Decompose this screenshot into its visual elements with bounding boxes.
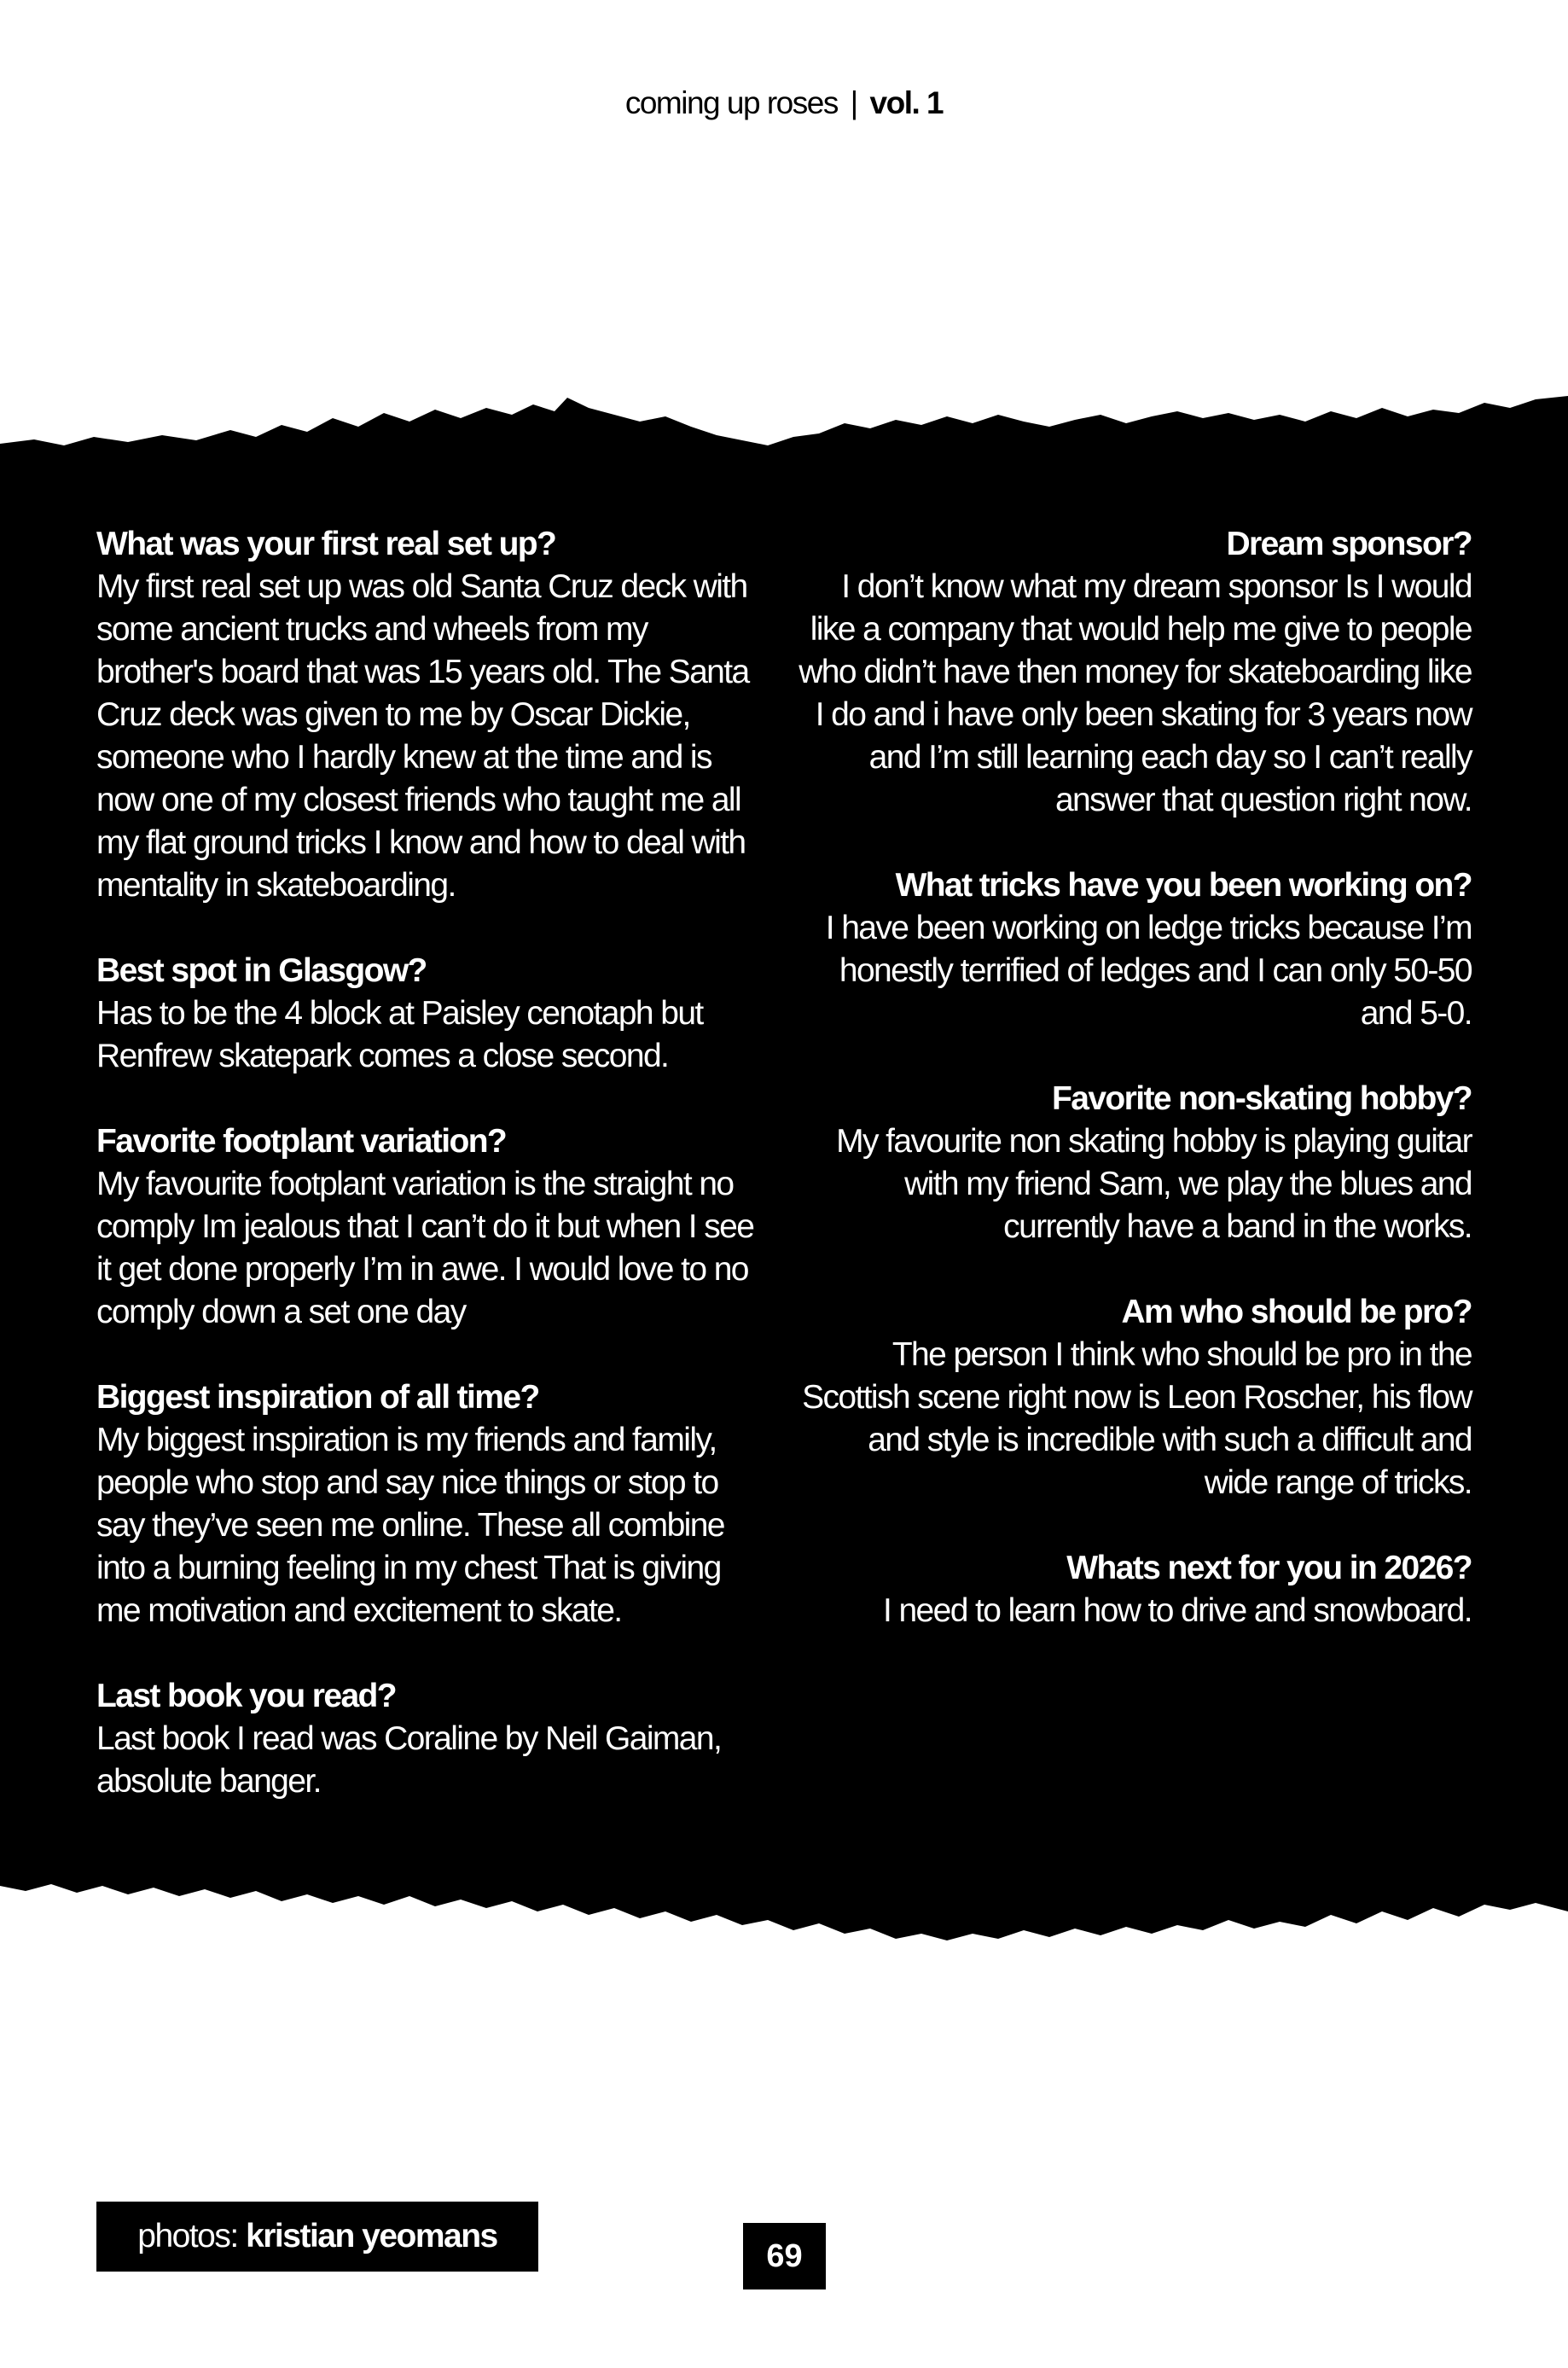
- credit-name: kristian yeomans: [246, 2218, 497, 2255]
- qa-first-setup: [96, 523, 770, 907]
- question-heading: Best spot in Glasgow?: [96, 952, 427, 989]
- qa-footplant: [96, 1120, 770, 1334]
- running-header: [0, 85, 1568, 121]
- answer-text: I don’t know what my dream sponsor Is I would like a company that would help me give to people who didn’t have then money for skateboarding like I do and i have only been skating for 3 years now and I’m still learning each day so I can’t really answer that question right now.: [799, 568, 1472, 818]
- volume-label: vol. 1: [869, 85, 944, 120]
- qa-next-2026: [798, 1547, 1472, 1632]
- question-heading: Biggest inspiration of all time?: [96, 1379, 539, 1416]
- question-heading: What was your first real set up?: [96, 526, 556, 562]
- qa-hobby: [798, 1078, 1472, 1248]
- question-heading: Last book you read?: [96, 1678, 396, 1714]
- photo-credit: [96, 2202, 538, 2272]
- qa-tricks: [798, 864, 1472, 1035]
- answer-text: My favourite footplant variation is the straight no comply Im jealous that I can’t do it but when I see it get done properly I’m in awe. I would love to no comply down a set one day: [96, 1166, 754, 1330]
- answer-text: My first real set up was old Santa Cruz deck with some ancient trucks and wheels from my brother's board that was 15 years old. The Santa Cruz deck was given to me by Oscar Dickie, someone who I hardly knew at the time and is now one of my closest friends who taught me all my flat ground tricks I know and how to deal with mentality in skateboarding.: [96, 568, 749, 904]
- publication-name: coming up roses: [624, 85, 838, 120]
- answer-text: Last book I read was Coraline by Neil Gaiman, absolute banger.: [96, 1720, 722, 1800]
- qa-who-pro: [798, 1291, 1472, 1504]
- answer-text: Has to be the 4 block at Paisley cenotaph but Renfrew skatepark comes a close second.: [96, 995, 703, 1074]
- question-heading: Dream sponsor?: [1226, 526, 1472, 562]
- qa-last-book: [96, 1675, 770, 1803]
- left-interview-column: [96, 523, 770, 1846]
- qa-dream-sponsor: [798, 523, 1472, 822]
- qa-best-spot: [96, 950, 770, 1078]
- question-heading: Whats next for you in 2026?: [1066, 1550, 1472, 1586]
- credit-prefix: photos:: [137, 2218, 238, 2255]
- question-heading: Favorite footplant variation?: [96, 1123, 507, 1160]
- right-interview-column: [798, 523, 1472, 1675]
- answer-text: My favourite non skating hobby is playing guitar with my friend Sam, we play the blues and currently have a band in the works.: [836, 1123, 1472, 1245]
- question-heading: Am who should be pro?: [1121, 1294, 1472, 1330]
- answer-text: The person I think who should be pro in the Scottish scene right now is Leon Roscher, his flow and style is incredible with such a difficult and wide range of tricks.: [802, 1336, 1472, 1501]
- answer-text: I have been working on ledge tricks because I’m honestly terrified of ledges and I can only 50-50 and 5-0.: [825, 910, 1472, 1032]
- question-heading: What tricks have you been working on?: [895, 867, 1472, 904]
- header-separator: |: [850, 85, 857, 120]
- answer-text: My biggest inspiration is my friends and family, people who stop and say nice things or stop to say they’ve seen me online. These all combine into a burning feeling in my chest That is giving me motivation and excitement to skate.: [96, 1422, 724, 1629]
- question-heading: Favorite non-skating hobby?: [1052, 1080, 1472, 1117]
- page-number: 69: [743, 2223, 826, 2289]
- answer-text: I need to learn how to drive and snowboard.: [882, 1592, 1472, 1629]
- qa-inspiration: [96, 1376, 770, 1632]
